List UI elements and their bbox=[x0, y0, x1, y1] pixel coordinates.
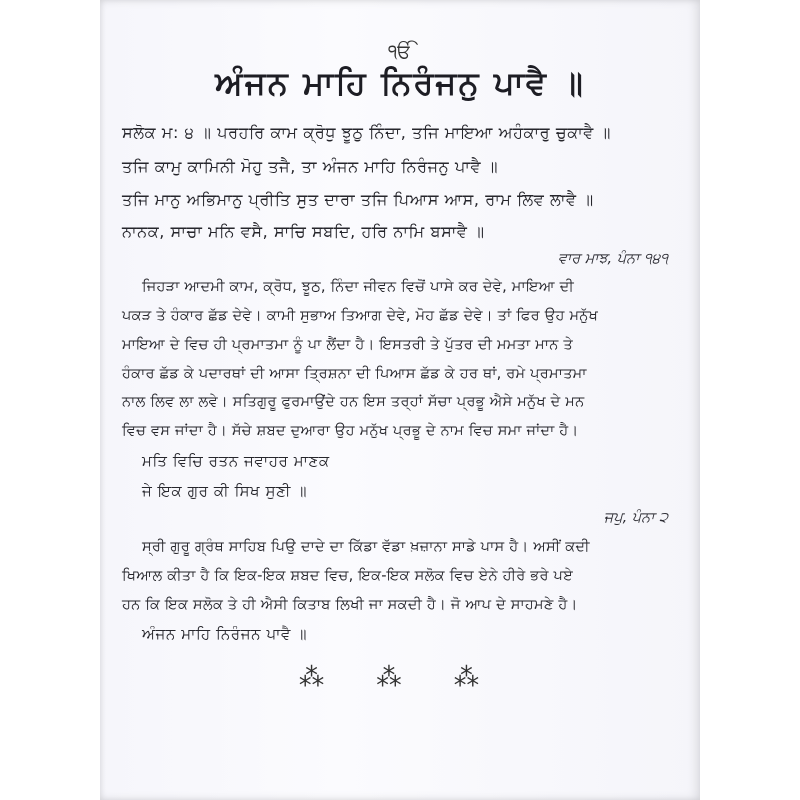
japji-source: ਜਪੁ, ਪੰਨਾ ੨ bbox=[603, 510, 668, 526]
ik-onkar-symbol: ੴ bbox=[388, 40, 412, 63]
commentary-line-6: ਵਿਚ ਵਸ ਜਾਂਦਾ ਹੈ। ਸੱਚੇ ਸ਼ਬਦ ਦੁਆਰਾ ਉਹ ਮਨੁੱਖ ਪ੍ਰਭੂ ਦੇ ਨਾਮ ਵਿਚ ਸਮਾ ਜਾਂਦਾ ਹੈ। bbox=[122, 422, 579, 439]
commentary-line-4: ਹੰਕਾਰ ਛੱਡ ਕੇ ਪਦਾਰਥਾਂ ਦੀ ਆਸਾ ਤ੍ਰਿਸ਼ਨਾ ਦੀ ਪਿਆਸ ਛੱਡ ਕੇ ਹਰ ਥਾਂ, ਰਮੇ ਪ੍ਰਮਾਤਮਾ bbox=[122, 365, 587, 382]
commentary-line-1: ਜਿਹੜਾ ਆਦਮੀ ਕਾਮ, ਕ੍ਰੋਧ, ਝੂਠ, ਨਿੰਦਾ ਜੀਵਨ ਵਿਚੋਂ ਪਾਸੇ ਕਰ ਦੇਵੇ, ਮਾਇਆ ਦੀ bbox=[142, 278, 574, 295]
salok-line-4: ਨਾਨਕ, ਸਾਚਾ ਮਨਿ ਵਸੈ, ਸਾਚਿ ਸਬਦਿ, ਹਰਿ ਨਾਮਿ ਬਸਾਵੈ ॥ bbox=[122, 222, 485, 241]
closing-line-2: ਖਿਆਲ ਕੀਤਾ ਹੈ ਕਿ ਇਕ-ਇਕ ਸ਼ਬਦ ਵਿਚ, ਇਕ-ਇਕ ਸਲੋਕ ਵਿਚ ਏਨੇ ਹੀਰੇ ਭਰੇ ਪਏ bbox=[122, 567, 574, 584]
book-page bbox=[100, 0, 700, 800]
asterism-ornament: ⁂ ⁂ ⁂ bbox=[298, 662, 502, 692]
closing-refrain: ਅੰਜਨ ਮਾਹਿ ਨਿਰੰਜਨ ਪਾਵੈ ॥ bbox=[142, 625, 308, 643]
salok-line-1: ਸਲੋਕ ਮ: ੪ ॥ ਪਰਹਰਿ ਕਾਮ ਕ੍ਰੋਧੁ ਝੂਠੁ ਨਿੰਦਾ, ਤਜਿ ਮਾਇਆ ਅਹੰਕਾਰੁ ਚੁਕਾਵੈ ॥ bbox=[122, 123, 611, 142]
commentary-line-5: ਨਾਲ ਲਿਵ ਲਾ ਲਵੇ। ਸਤਿਗੁਰੂ ਫੁਰਮਾਉਂਦੇ ਹਨ ਇਸ ਤਰ੍ਹਾਂ ਸੱਚਾ ਪ੍ਰਭੂ ਐਸੇ ਮਨੁੱਖ ਦੇ ਮਨ bbox=[122, 393, 585, 410]
commentary-line-2: ਪਕੜ ਤੇ ਹੰਕਾਰ ਛੱਡ ਦੇਵੇ। ਕਾਮੀ ਸੁਭਾਅ ਤਿਆਗ ਦੇਵੇ, ਮੋਹ ਛੱਡ ਦੇਵੇ। ਤਾਂ ਫਿਰ ਉਹ ਮਨੁੱਖ bbox=[122, 307, 599, 324]
salok-line-2: ਤਜਿ ਕਾਮੁ ਕਾਮਿਨੀ ਮੋਹੁ ਤਜੈ, ਤਾ ਅੰਜਨ ਮਾਹਿ ਨਿਰੰਜਨੁ ਪਾਵੈ ॥ bbox=[122, 157, 499, 176]
closing-line-3: ਹਨ ਕਿ ਇਕ ਸਲੋਕ ਤੇ ਹੀ ਐਸੀ ਕਿਤਾਬ ਲਿਖੀ ਜਾ ਸਕਦੀ ਹੈ। ਜੋ ਆਪ ਦੇ ਸਾਹਮਣੇ ਹੈ। bbox=[122, 596, 578, 613]
japji-line-2: ਜੇ ਇਕ ਗੁਰ ਕੀ ਸਿਖ ਸੁਣੀ ॥ bbox=[142, 482, 308, 500]
page-title: ਅੰਜਨ ਮਾਹਿ ਨਿਰੰਜਨੁ ਪਾਵੈ ॥ bbox=[215, 64, 585, 102]
salok-line-3: ਤਜਿ ਮਾਨੁ ਅਭਿਮਾਨੁ ਪ੍ਰੀਤਿ ਸੁਤ ਦਾਰਾ ਤਜਿ ਪਿਆਸ ਆਸ, ਰਾਮ ਲਿਵ ਲਾਵੈ ॥ bbox=[122, 190, 594, 209]
salok-source: ਵਾਰ ਮਾਝ, ਪੰਨਾ ੧੪੧ bbox=[557, 251, 668, 267]
commentary-line-3: ਮਾਇਆ ਦੇ ਵਿਚ ਹੀ ਪ੍ਰਮਾਤਮਾ ਨੂੰ ਪਾ ਲੈਂਦਾ ਹੈ। ਇਸਤਰੀ ਤੇ ਪੁੱਤਰ ਦੀ ਮਮਤਾ ਮਾਨ ਤੇ bbox=[122, 336, 573, 353]
japji-line-1: ਮਤਿ ਵਿਚਿ ਰਤਨ ਜਵਾਹਰ ਮਾਣਕ bbox=[142, 452, 330, 470]
closing-line-1: ਸ੍ਰੀ ਗੁਰੂ ਗ੍ਰੰਥ ਸਾਹਿਬ ਪਿਉ ਦਾਦੇ ਦਾ ਕਿੱਡਾ ਵੱਡਾ ਖ਼ਜ਼ਾਨਾ ਸਾਡੇ ਪਾਸ ਹੈ। ਅਸੀਂ ਕਦੀ bbox=[142, 538, 590, 555]
